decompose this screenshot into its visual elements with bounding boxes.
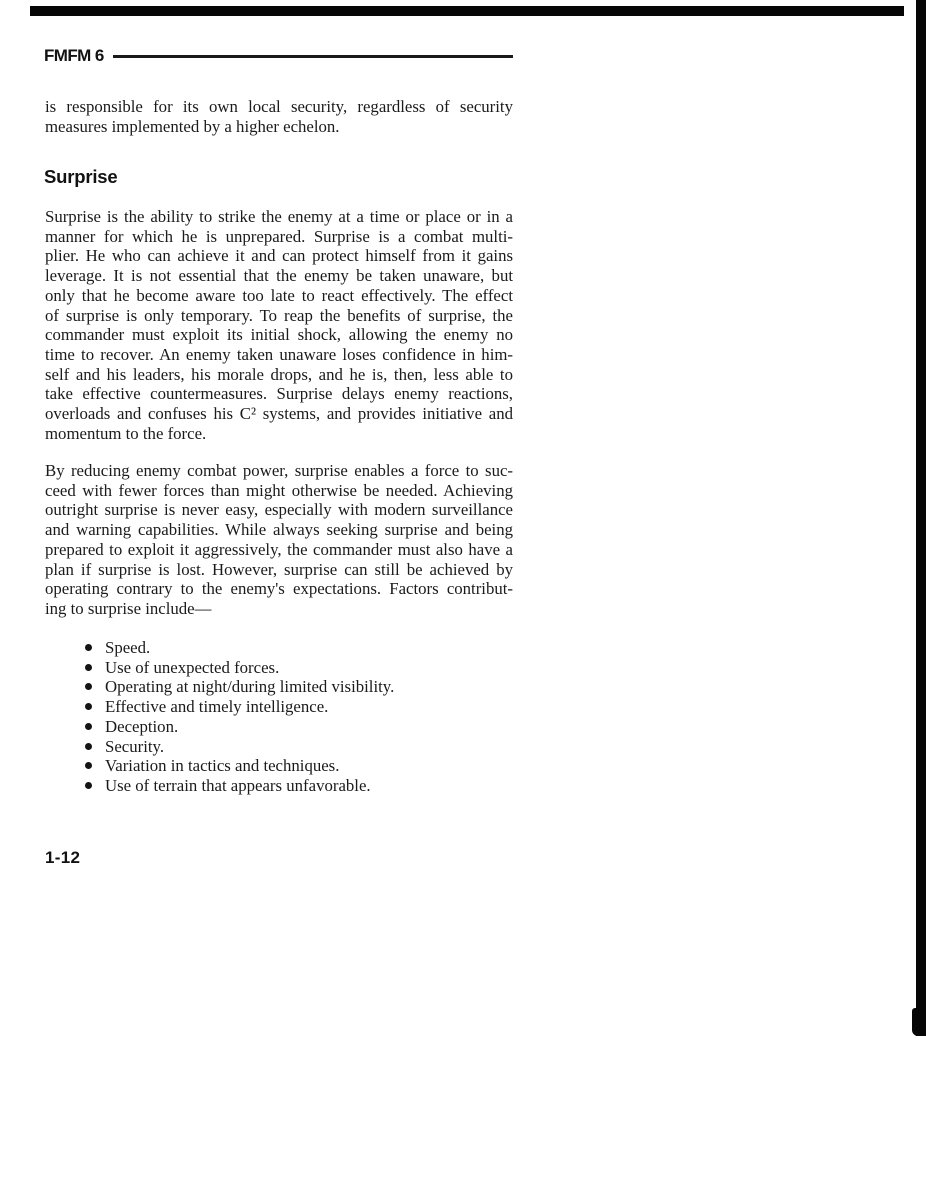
- paragraph-1: [45, 207, 513, 443]
- bullet-item: [45, 776, 513, 796]
- section-heading: Surprise: [44, 166, 118, 187]
- text-line: Surprise is the ability to strike the enemy at a time or place or in a: [45, 207, 513, 226]
- text-line: plier. He who can achieve it and can protect himself from it gains: [45, 246, 513, 266]
- bullet-item: [45, 658, 513, 678]
- text-line: ceed with fewer forces than might otherwise be needed. Achieving: [45, 480, 513, 500]
- scan-artifact-right-nub: [912, 1008, 926, 1036]
- bullet-item: [45, 638, 513, 658]
- scan-artifact-top-bar: [30, 6, 904, 16]
- bullet-icon: [85, 743, 92, 750]
- text-line: overloads and confuses his C² systems, and provides initiative and: [45, 404, 513, 424]
- bullet-icon: [85, 683, 92, 690]
- text-line: and warning capabilities. While always seeking surprise and being: [45, 520, 513, 540]
- header-rule: [113, 55, 513, 58]
- bullet-item: [45, 697, 513, 717]
- text-line: plan if surprise is lost. However, surprise can still be achieved by: [45, 559, 513, 579]
- doc-code-label: FMFM 6: [44, 46, 104, 65]
- bullet-text: Effective and timely intelligence.: [105, 697, 329, 717]
- bullet-text: Use of terrain that appears unfavorable.: [105, 775, 371, 795]
- bullet-icon: [85, 664, 92, 671]
- text-line: outright surprise is never easy, especially with modern surveillance: [45, 500, 513, 520]
- bullet-icon: [85, 782, 92, 789]
- bullet-item: [45, 737, 513, 757]
- bullet-text: Operating at night/during limited visibility.: [105, 677, 395, 697]
- bullet-icon: [85, 703, 92, 710]
- text-line: ing to surprise include—: [45, 598, 212, 618]
- text-line: By reducing enemy combat power, surprise enables a force to suc-: [45, 461, 513, 480]
- scan-artifact-right-bar: [916, 0, 926, 1036]
- text-line: manner for which he is unprepared. Surprise is a combat multi-: [45, 226, 513, 246]
- document-header: [44, 46, 513, 66]
- text-line: commander must exploit its initial shock, allowing the enemy no: [45, 325, 513, 345]
- text-line: is responsible for its own local security, regardless of security: [45, 97, 513, 116]
- bullet-text: Variation in tactics and techniques.: [105, 756, 340, 776]
- bullet-item: [45, 756, 513, 776]
- bullet-icon: [85, 723, 92, 730]
- text-line: leverage. It is not essential that the enemy be taken unaware, but: [45, 266, 513, 286]
- bullet-text: Security.: [105, 736, 165, 756]
- text-line: measures implemented by a higher echelon.: [45, 116, 340, 136]
- bullet-icon: [85, 644, 92, 651]
- page-number: 1-12: [45, 848, 81, 867]
- bullet-icon: [85, 762, 92, 769]
- text-line: self and his leaders, his morale drops, and he is, then, less able to: [45, 364, 513, 384]
- text-line: only that he become aware too late to react effectively. The effect: [45, 285, 513, 305]
- text-line: momentum to the force.: [45, 423, 207, 443]
- bullet-item: [45, 677, 513, 697]
- bullet-text: Use of unexpected forces.: [105, 657, 280, 677]
- bullet-text: Speed.: [105, 638, 151, 657]
- intro-paragraph: [45, 97, 513, 136]
- text-line: operating contrary to the enemy's expectations. Factors contribut-: [45, 579, 513, 599]
- paragraph-2: [45, 461, 513, 619]
- text-line: of surprise is only temporary. To reap the benefits of surprise, the: [45, 305, 513, 325]
- bullet-item: [45, 717, 513, 737]
- text-line: prepared to exploit it aggressively, the commander must also have a: [45, 539, 513, 559]
- text-line: take effective countermeasures. Surprise delays enemy reactions,: [45, 384, 513, 404]
- bullet-list: [45, 638, 513, 796]
- text-line: time to recover. An enemy taken unaware loses confidence in him-: [45, 344, 513, 364]
- bullet-text: Deception.: [105, 716, 179, 736]
